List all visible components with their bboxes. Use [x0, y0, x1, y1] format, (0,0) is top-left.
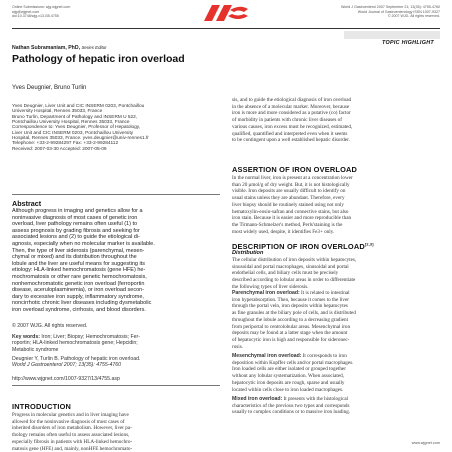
- affiliation-line: Received: 2007-03-30 Accepted: 2007-05-09: [12, 146, 107, 152]
- abstract-line: chymal or mixed) and its distribution throughout the: [12, 254, 137, 261]
- abstract-line: noninvasive diagnosis of most cases of genetic iron: [12, 214, 138, 221]
- body-line: to be contingent upon a well established hepatic disorder.: [232, 137, 350, 144]
- series-editor: [12, 45, 107, 51]
- abstract-line: Although progress in imaging and genetics allow for a: [12, 208, 143, 214]
- introduction-line: especially fibrosis in patients with HLA-linked hemochro-: [12, 438, 133, 445]
- body-line: It corresponds to iron: [301, 353, 347, 359]
- citation-line: World J Gastroenterol 2007; 13(35): 4755-4760: [12, 362, 122, 369]
- abstract-line: nonhemochromatotic genetic iron overload (ferroportin: [12, 280, 145, 287]
- introduction-body: [12, 412, 220, 452]
- affiliation-line: Hospital, Rennes 35033, France. yves.deugnier@univ-rennes1.fr: [12, 136, 149, 142]
- mixed-section: [232, 396, 440, 416]
- body-line: various causes, iron excess must be recognized, estimated,: [232, 123, 353, 130]
- header-rule: [12, 28, 440, 29]
- body-line: iron is more and more considered as a putative (co) factor: [232, 110, 351, 117]
- abstract-line: mochromatosis or other rare genetic hemochromatosis,: [12, 273, 147, 280]
- introduction-line: inherited disorders of iron metabolism. However, liver pa-: [12, 425, 132, 432]
- intro-continued: [232, 97, 440, 144]
- affiliation-line: University Hospital, Rennes 35033, France: [12, 109, 103, 115]
- submission-line: Online Submissions: wjg.wjgnet.com: [12, 5, 71, 9]
- body-line: described according to lobular areas in order to differentiate: [232, 277, 356, 284]
- introduction-heading: INTRODUCTION: [12, 402, 72, 411]
- introduction-line: Progress in molecular genetics and in liver imaging have: [12, 412, 129, 418]
- body-line: endothelial cells, and biliary cells must be precisely: [232, 270, 339, 277]
- abstract-line: disease, aceruloplasminemia), or iron overload secon-: [12, 287, 145, 294]
- journal-logo: [200, 4, 252, 22]
- citation-line: Deugnier Y, Turlin B. Pathology of hepatic iron overload.: [12, 356, 141, 362]
- body-line: the following types of liver siderosis.: [232, 283, 309, 290]
- body-line: visible. Iron deposits are usually difficult to identify on: [232, 188, 346, 195]
- topic-highlight-badge: [344, 31, 440, 46]
- article-authors: Yves Deugnier, Bruno Turlin: [12, 85, 87, 91]
- abstract-line: noncirrhotic chronic liver diseases including dysmetabolic: [12, 300, 152, 307]
- body-line: the Tirmann-Schmelzer's method, Perls'staining is the: [232, 221, 343, 228]
- body-line: rosis.: [232, 343, 243, 350]
- abstract-divider: [12, 194, 220, 195]
- body-line: sis, and to guide the etiological diagnosis of iron overload: [232, 97, 352, 103]
- keywords: [12, 334, 220, 353]
- body-line: liver biopsy should be routinely stained using not only: [232, 201, 344, 208]
- masthead-copyright: © 2007 WJG. All rights reserved.: [387, 14, 440, 19]
- affiliation-line: Bruno Turlin, Department of Pathology and INSERM U 522,: [12, 114, 138, 120]
- body-line: usually to complex conditions or to massive iron loading.: [232, 409, 351, 416]
- article-title: Pathology of hepatic iron overload: [12, 53, 185, 65]
- body-line: deposition within Kupffer cells and/or portal macrophages.: [232, 359, 354, 366]
- keywords-label: Key words:: [12, 334, 40, 340]
- abstract-line: assess prognosis by grading fibrosis and seeking for: [12, 227, 140, 234]
- body-line: through the portal vein, iron deposits within hepatocytes: [232, 303, 348, 310]
- body-line: sinusoidal and portal macrophages, sinusoidal and portal: [232, 263, 349, 270]
- url-divider: [12, 385, 220, 386]
- body-line: It presents with the histological: [282, 396, 349, 402]
- issue-line: World J Gastroenterol 2007 September 21; 13(35): 4755-4760: [340, 5, 440, 9]
- affiliation-line: Telephone: +33-2-99284297 Fax: +33-2-99284112: [12, 141, 119, 147]
- masthead-right: [290, 5, 440, 19]
- article-url[interactable]: http://www.wjgnet.com/1007-9327/13/4755.asp: [12, 376, 120, 382]
- assertion-body: [232, 175, 440, 235]
- masthead-left: [12, 5, 162, 19]
- body-line: characteristics of the previous two types and corresponds: [232, 402, 350, 409]
- citation: [12, 356, 220, 369]
- keywords-line: roportin; HLA-linked hemochromatosis gene; Hepcidin;: [12, 340, 138, 347]
- body-line: located within cells close to iron loaded macrophages.: [232, 386, 344, 393]
- parenchymal-section: [232, 290, 440, 350]
- body-line: than 20 μmol/g of dry weight. But, it is not histologically: [232, 181, 350, 188]
- journal-email[interactable]: wjg@wjgnet.com: [12, 9, 40, 14]
- mixed-heading: Mixed iron overload:: [232, 396, 283, 402]
- body-line: from periportal to centrolobular areas. Mesenchymal iron: [232, 323, 351, 330]
- affiliation-line: Yves Deugnier, Liver Unit and CIC INSERM 0203, Pontchaillou: [12, 104, 145, 109]
- mesenchymal-section: [232, 353, 440, 393]
- abstract-body: [12, 208, 220, 314]
- body-line: qualified, quantified and interpreted even when it seems: [232, 130, 348, 137]
- body-line: The cellular distribution of iron deposits within hepatocytes,: [232, 257, 357, 263]
- introduction-line: thology remains often useful to assess associated lesions,: [12, 432, 130, 439]
- distribution-heading: Distribution: [232, 250, 264, 256]
- abstract-line: dary to excessive iron supply, inflammatory syndrome,: [12, 293, 144, 300]
- parenchymal-heading: Parenchymal iron overload:: [232, 290, 300, 296]
- affiliation-line: Correspondence to: Yves Deugnier, Professor of Hepatology,: [12, 125, 141, 131]
- body-line: It is related to intestinal: [299, 290, 350, 296]
- abstract-line: agnosis, especially when no molecular marker is available.: [12, 240, 155, 247]
- journal-issn: World Journal of Gastroenterology ISSN 1007-9327: [357, 9, 440, 14]
- assertion-heading: ASSERTION OF IRON OVERLOAD: [232, 165, 358, 174]
- body-line: Iron loaded cells are either isolated or grouped together: [232, 366, 346, 373]
- body-line: without any lobular systematization. When associated,: [232, 373, 344, 380]
- abstract-copyright: © 2007 WJG. All rights reserved.: [12, 323, 88, 329]
- affiliation-line: Liver Unit and CIC INSERM 0203, Pontchaillou University: [12, 130, 134, 136]
- abstract-line: lobule and the liver are useful means for suggesting its: [12, 260, 145, 267]
- description-heading-refs[interactable]: [2,3]: [364, 242, 374, 247]
- wjg-logo-icon: [200, 4, 252, 22]
- body-line: In the normal liver, iron is present at a concentration lower: [232, 175, 353, 181]
- body-line: throughout the lobule according to a decreasing gradient: [232, 316, 349, 323]
- doi-line: doi:10.3748/wjg.v13.i35.4755: [12, 14, 59, 19]
- body-line: hematoxylin-eosin-safran and connective stains, but also: [232, 208, 349, 215]
- mesenchymal-heading: Mesenchymal iron overload:: [232, 353, 302, 359]
- body-line: iron stain. Because it is easier and more reproducible than: [232, 215, 352, 222]
- description-heading-text: DESCRIPTION OF IRON OVERLOAD: [232, 242, 365, 251]
- body-line: hepatocytic iron deposits are rough, sparse and usually: [232, 379, 345, 386]
- body-line: as fine granules at the biliary pole of cells, and is distributed: [232, 310, 356, 317]
- abstract-line: etiology: HLA-linked hemochromatosis (gene HFE) he-: [12, 267, 146, 274]
- body-line: most widely used, despite, it identifies Fe3+ only.: [232, 228, 335, 235]
- topic-highlight-label: TOPIC HIGHLIGHT: [381, 40, 434, 46]
- keywords-line: Iron; Liver; Biopsy; Hemochromatosis; Fer-: [41, 334, 141, 340]
- abstract-line: Then, the type of liver siderosis (parenchymal, mesen-: [12, 247, 145, 254]
- keywords-line: Metabolic syndrome: [12, 346, 59, 353]
- distribution-body: [232, 257, 440, 291]
- abstract-heading: Abstract: [12, 199, 42, 208]
- abstract-line: iron overload syndrome, cirrhosis, and blood disorders.: [12, 306, 146, 313]
- body-line: of hepatocytic iron is high and responsible for sideronec-: [232, 336, 350, 343]
- footer-url[interactable]: www.wjgnet.com: [411, 441, 440, 445]
- body-line: deposits may be found at a latter stage when the amount: [232, 330, 348, 337]
- introduction-line: matosis gene (HFE) and, mainly, nonHFE hemochromato-: [12, 445, 133, 452]
- editor-name: Nathan Subramaniam, PhD,: [12, 45, 81, 51]
- affiliation-block: [12, 104, 220, 152]
- body-line: usual stains unless they are abundant. Therefore, every: [232, 195, 345, 202]
- body-line: of morbidity in patients with chronic liver diseases of: [232, 117, 342, 124]
- introduction-line: allowed for the noninvasive diagnosis of most cases of: [12, 418, 125, 425]
- editor-role: Series Editor: [81, 45, 107, 50]
- affiliation-line: Pontchaillou University Hospital, Rennes 35033, France: [12, 120, 130, 126]
- body-line: iron hyperabsorption. Then, because it comes to the liver: [232, 296, 349, 303]
- abstract-line: overload, liver pathology remains often useful (1) to: [12, 221, 138, 228]
- abstract-line: associated lesions and (2) to guide the etiological di-: [12, 234, 140, 241]
- body-line: in the absence of a molecular marker. Moreover, because: [232, 103, 350, 110]
